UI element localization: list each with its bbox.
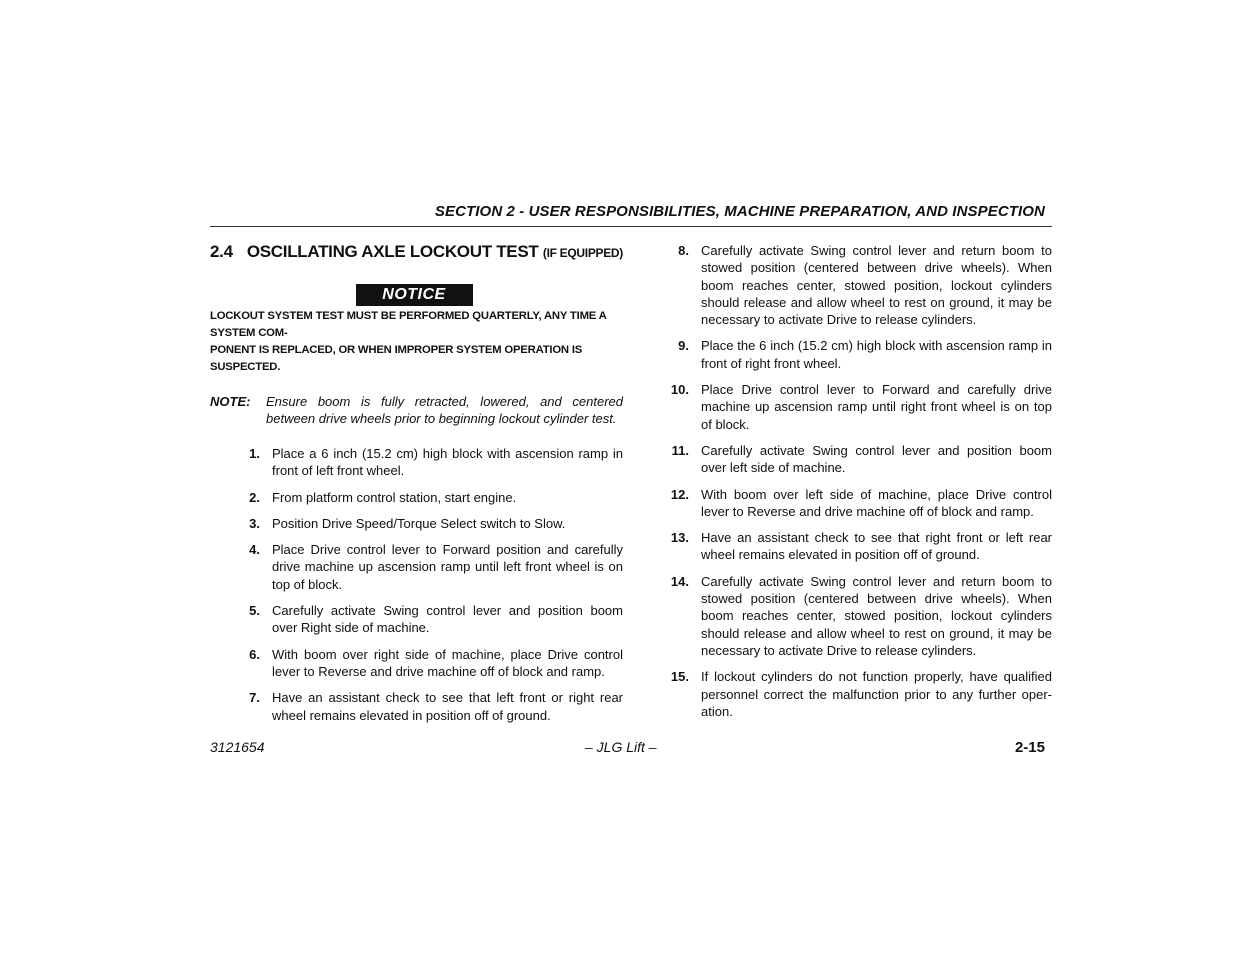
step-text: Carefully activate Swing control lever and position boom over left side of machine. bbox=[701, 442, 1052, 476]
step-text: If lockout cylinders do not function properly, have qualified personnel correct the malfunction prior to any further oper-ation. bbox=[701, 669, 1052, 719]
step-text: Place Drive control lever to Forward and carefully drive machine up ascension ramp until right front wheel is on top of block. bbox=[701, 382, 1052, 432]
notice-text bbox=[210, 308, 623, 376]
step-number: 5. bbox=[249, 603, 260, 619]
step-text: Have an assistant check to see that left front or right rear wheel remains elevated in position off of ground. bbox=[272, 690, 623, 723]
step-number: 3. bbox=[249, 515, 260, 531]
step-text: Carefully activate Swing control lever and return boom to stowed position (centered between drive wheels). When boom reaches center, stowed position, lockout cylinders should release and allow wheel to rest on ground, it may be necessary to activate Drive to release cylinders. bbox=[701, 573, 1052, 658]
footer-doc-number: 3121654 bbox=[210, 739, 265, 755]
step-text: Have an assistant check to see that right front or left rear wheel remains elevated in position off of ground. bbox=[701, 530, 1052, 563]
step-number: 2. bbox=[249, 489, 260, 505]
list-item bbox=[665, 668, 1052, 720]
section-heading bbox=[210, 242, 623, 262]
list-item bbox=[665, 337, 1052, 372]
list-item bbox=[665, 242, 1052, 328]
note-text: Ensure boom is fully retracted, lowered, and centered between drive wheels prior to beginning lockout cylinder test. bbox=[266, 394, 623, 426]
step-number: 9. bbox=[678, 338, 689, 354]
steps-list-right bbox=[665, 242, 1052, 720]
step-number: 10. bbox=[670, 382, 689, 398]
step-number: 8. bbox=[678, 243, 689, 258]
list-item bbox=[665, 529, 1052, 564]
list-item bbox=[210, 515, 623, 532]
notice-badge: NOTICE bbox=[356, 284, 473, 306]
list-item bbox=[665, 381, 1052, 433]
footer-page-number: 2-15 bbox=[1014, 739, 1045, 756]
notice-box bbox=[205, 284, 623, 306]
note bbox=[210, 393, 623, 427]
step-text: Position Drive Speed/Torque Select switch to Slow. bbox=[272, 515, 566, 531]
list-item bbox=[665, 442, 1052, 477]
note-label: NOTE: bbox=[210, 394, 251, 409]
section-qualifier: (IF EQUIPPED) bbox=[542, 246, 623, 260]
left-column bbox=[210, 242, 623, 733]
list-item bbox=[665, 486, 1052, 521]
footer-publisher: – JLG Lift – bbox=[585, 739, 657, 755]
step-number: 12. bbox=[670, 486, 689, 502]
step-text: Carefully activate Swing control lever and return boom to stowed position (centered between drive wheels). When boom reaches center, stowed position, lockout cylinders should release and allow wheel to rest on ground, it may be necessary to activate Drive to release cylinders. bbox=[701, 243, 1052, 328]
section-number: 2.4 bbox=[210, 242, 233, 261]
step-number: 15. bbox=[670, 669, 689, 685]
header-rule bbox=[210, 226, 1052, 227]
notice-line-2: PONENT IS REPLACED, OR WHEN IMPROPER SYSTEM OPERATION IS SUSPECTED. bbox=[210, 344, 583, 373]
right-column bbox=[665, 242, 1052, 729]
list-item bbox=[665, 573, 1052, 659]
steps-list-left bbox=[210, 445, 623, 724]
list-item bbox=[210, 689, 623, 724]
list-item bbox=[210, 445, 623, 480]
step-number: 11. bbox=[671, 442, 689, 458]
section-title: OSCILLATING AXLE LOCKOUT TEST (IF EQUIPPED) bbox=[246, 242, 623, 261]
step-text: Place a 6 inch (15.2 cm) high block with ascension ramp in front of left front wheel. bbox=[272, 446, 623, 479]
step-text: With boom over right side of machine, place Drive control lever to Reverse and drive machine off of block and ramp. bbox=[272, 646, 623, 679]
step-number: 14. bbox=[670, 573, 689, 589]
step-text: From platform control station, start engine. bbox=[272, 489, 517, 505]
step-number: 6. bbox=[249, 646, 260, 662]
step-number: 7. bbox=[249, 690, 260, 706]
list-item bbox=[210, 646, 623, 681]
list-item bbox=[210, 541, 623, 593]
step-number: 4. bbox=[249, 542, 260, 558]
list-item bbox=[210, 489, 623, 506]
step-number: 1. bbox=[249, 446, 260, 461]
section-header-title: SECTION 2 - USER RESPONSIBILITIES, MACHINE PREPARATION, AND INSPECTION bbox=[434, 203, 1045, 220]
step-text: Carefully activate Swing control lever and position boom over Right side of machine. bbox=[272, 603, 623, 636]
step-text: Place Drive control lever to Forward position and carefully drive machine up ascension ramp until left front wheel is on top of block. bbox=[272, 542, 623, 592]
step-number: 13. bbox=[670, 530, 689, 546]
list-item bbox=[210, 602, 623, 637]
notice-line-1: LOCKOUT SYSTEM TEST MUST BE PERFORMED QUARTERLY, ANY TIME A SYSTEM COM- bbox=[210, 310, 607, 339]
step-text: Place the 6 inch (15.2 cm) high block with ascension ramp in front of right front wheel. bbox=[701, 338, 1052, 371]
step-text: With boom over left side of machine, place Drive control lever to Reverse and drive machine off of block and ramp. bbox=[701, 486, 1052, 519]
